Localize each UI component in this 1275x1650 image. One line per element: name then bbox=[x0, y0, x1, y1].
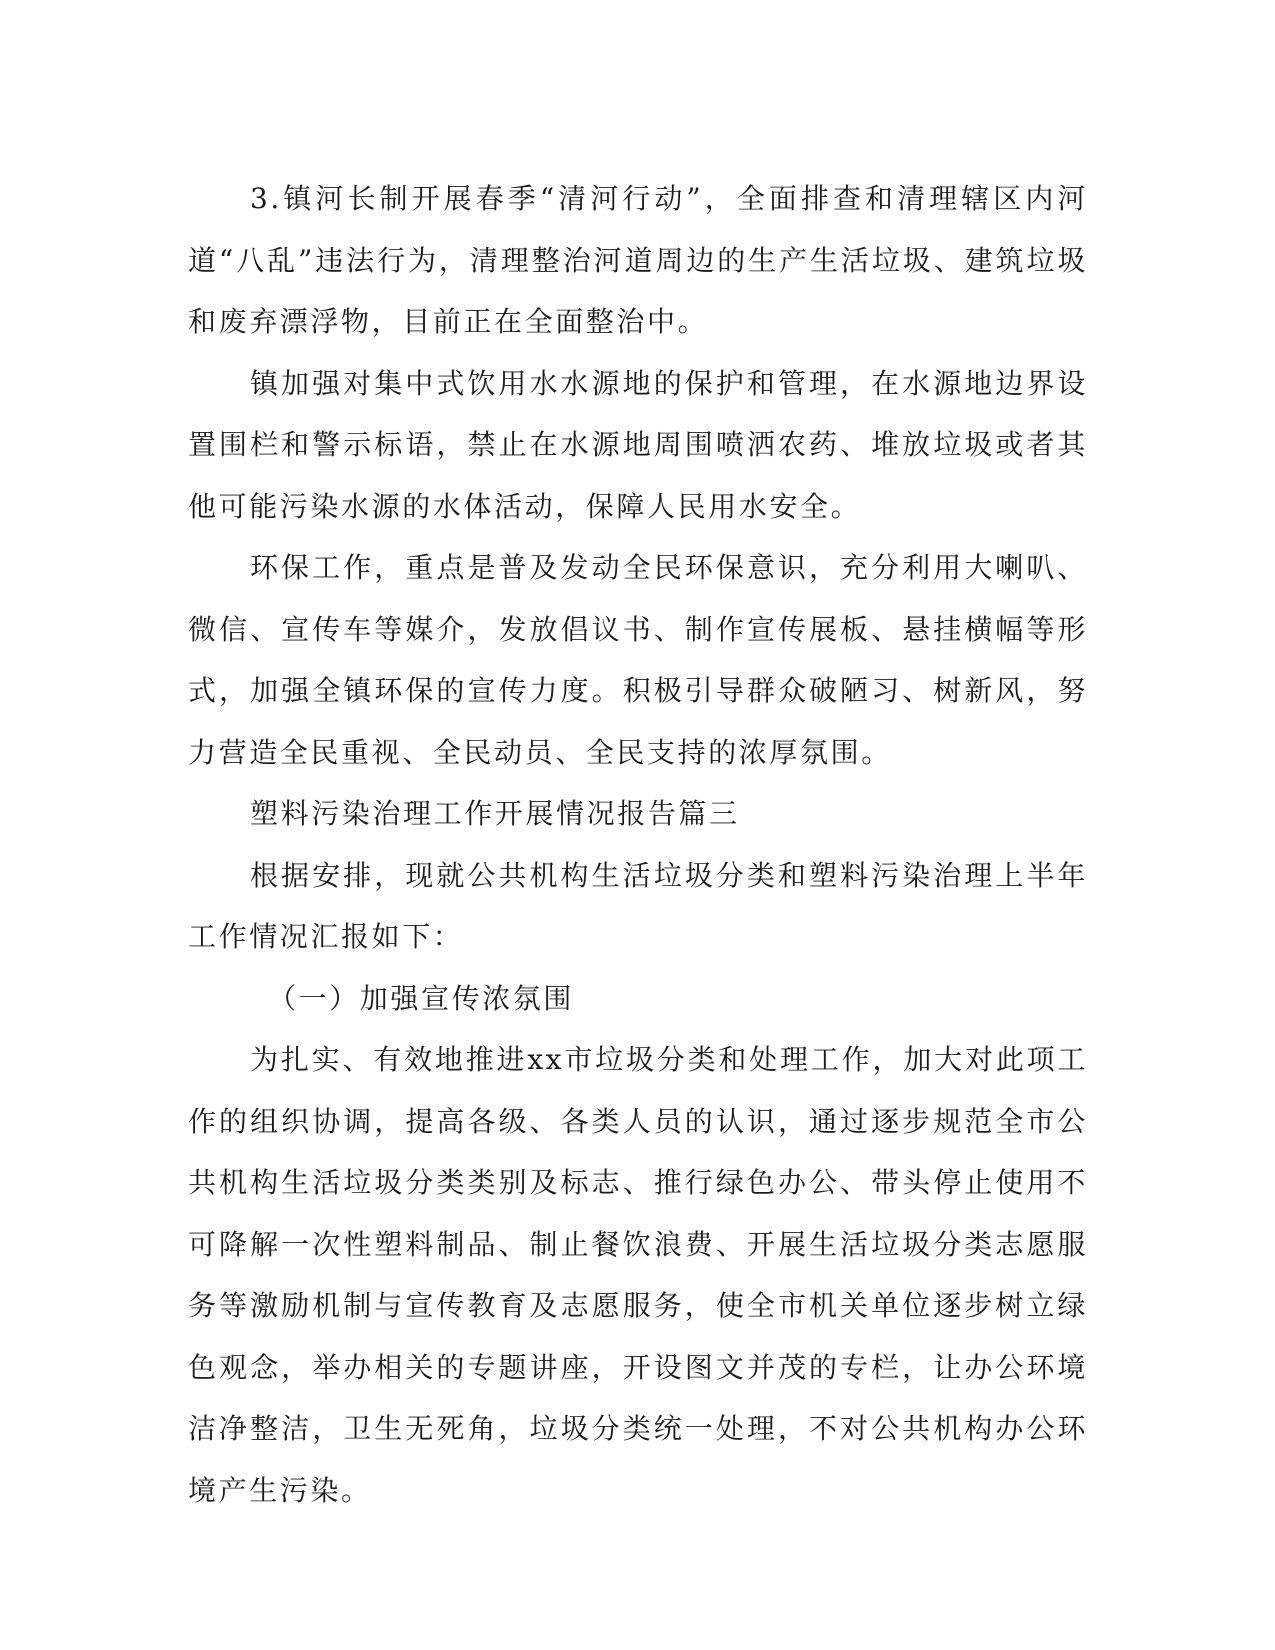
paragraph-report-intro: 根据安排，现就公共机构生活垃圾分类和塑料污染治理上半年工作情况汇报如下： bbox=[188, 858, 1088, 953]
document-body bbox=[188, 168, 1088, 1521]
paragraph-publicity-details: 为扎实、有效地推进xx市垃圾分类和处理工作，加大对此项工作的组织协调，提高各级、各类人员的认识，通过逐步规范全市公共机构生活垃圾分类类别及标志、推行绿色办公、带头停止使用不可降解一次性塑料制品、制止餐饮浪费、开展生活垃圾分类志愿服务等激励机制与宣传教育及志愿服务，使全市机关单位逐步树立绿色观念，举办相关的专题讲座，开设图文并茂的专栏，让办公环境洁净整洁，卫生无死角，垃圾分类统一处理，不对公共机构办公环境产生污染。 bbox=[188, 1043, 1088, 1507]
paragraph-clear-river-action: 3.镇河长制开展春季“清河行动”，全面排查和清理辖区内河道“八乱”违法行为，清理整治河道周边的生产生活垃圾、建筑垃圾和废弃漂浮物，目前正在全面整治中。 bbox=[188, 182, 1088, 338]
paragraph-water-source-protection: 镇加强对集中式饮用水水源地的保护和管理，在水源地边界设置围栏和警示标语，禁止在水源地周围喷洒农药、堆放垃圾或者其他可能污染水源的水体活动，保障人民用水安全。 bbox=[188, 366, 1088, 523]
paragraph-environmental-publicity: 环保工作，重点是普及发动全民环保意识，充分利用大喇叭、微信、宣传车等媒介，发放倡议书、制作宣传展板、悬挂横幅等形式，加强全镇环保的宣传力度。积极引导群众破陋习、树新风，努力营造全民重视、全民动员、全民支持的浓厚氛围。 bbox=[188, 551, 1088, 769]
section-title: 塑料污染治理工作开展情况报告篇三 bbox=[250, 797, 740, 830]
subsection-heading: （一）加强宣传浓氛围 bbox=[268, 981, 575, 1015]
